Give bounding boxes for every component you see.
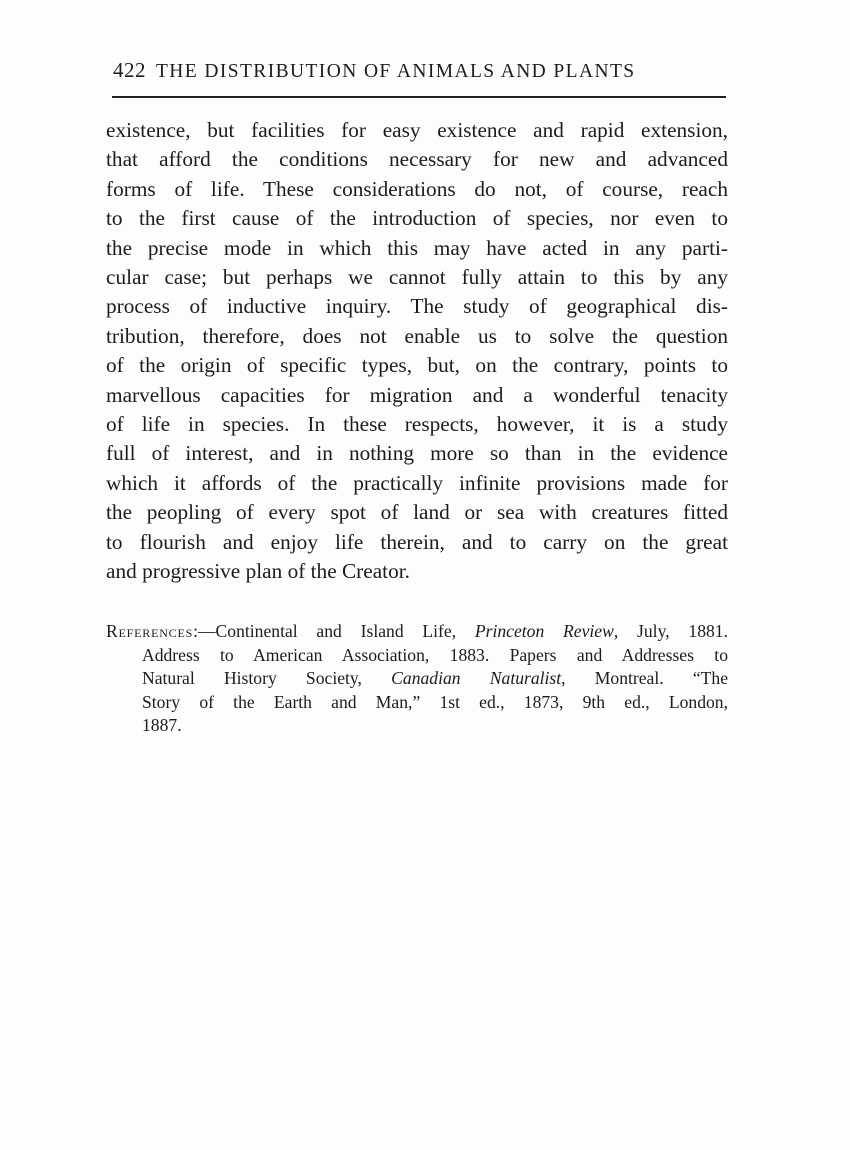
- reference-line: [106, 667, 728, 691]
- running-title: THE DISTRIBUTION OF ANIMALS AND PLANTS: [156, 61, 636, 82]
- text-line: tribution, therefore, does not enable us to solve the question: [106, 323, 728, 348]
- reference-journal-title: Princeton Review: [474, 621, 614, 641]
- text-line: and progressive plan of the Creator.: [106, 559, 410, 584]
- text-line: full of interest, and in nothing more so than in the evidence: [106, 441, 728, 466]
- reference-line: Story of the Earth and Man,” 1st ed., 1873, 9th ed., London,: [142, 691, 728, 712]
- text-line: the peopling of every spot of land or sea with creatures fitted: [106, 500, 728, 525]
- header-rule: [112, 96, 726, 98]
- reference-text: , Montreal. “The: [561, 668, 729, 689]
- reference-text: Natural History Society,: [142, 668, 392, 689]
- reference-journal-title: Naturalist: [489, 668, 562, 689]
- references-block: [106, 620, 728, 738]
- text-line: that afford the conditions necessary for new and advanced: [106, 147, 728, 172]
- page-number: 422: [113, 58, 146, 82]
- body-paragraph: [106, 116, 728, 587]
- text-line: existence, but facilities for easy existence and rapid extension,: [106, 118, 728, 142]
- text-line: cular case; but perhaps we cannot fully attain to this by any: [106, 265, 728, 290]
- text-line: process of inductive inquiry. The study of geographical dis-: [106, 294, 728, 319]
- reference-text: :—Continental and Island Life,: [193, 621, 475, 641]
- running-head: [113, 58, 725, 92]
- reference-line: Address to American Association, 1883. Papers and Addresses to: [142, 644, 728, 665]
- text-line: of the origin of specific types, but, on the contrary, points to: [106, 353, 728, 378]
- reference-journal-title: Canadian: [391, 668, 461, 689]
- text-line: the precise mode in which this may have acted in any parti-: [106, 235, 728, 260]
- text-line: to flourish and enjoy life therein, and to carry on the great: [106, 529, 728, 554]
- reference-text: [461, 668, 490, 688]
- text-line: to the first cause of the introduction of species, nor even to: [106, 206, 728, 231]
- reference-line: 1887.: [142, 715, 182, 736]
- text-line: of life in species. In these respects, however, it is a study: [106, 412, 728, 437]
- text-line: marvellous capacities for migration and a wonderful tenacity: [106, 382, 728, 407]
- reference-line: [106, 620, 728, 644]
- references-label: References: [106, 621, 194, 641]
- text-line: forms of life. These considerations do not, of course, reach: [106, 176, 728, 201]
- text-line: which it affords of the practically infinite provisions made for: [106, 470, 728, 495]
- reference-text: , July, 1881.: [613, 621, 728, 641]
